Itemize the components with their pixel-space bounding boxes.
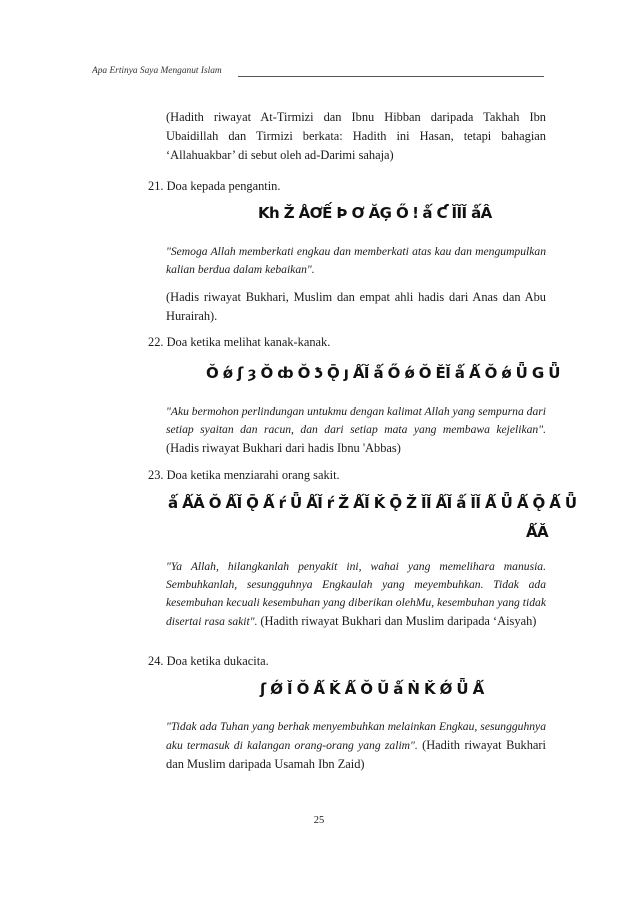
item-23-translation — [166, 558, 546, 631]
item-24-translation-text: "Tidak ada Tuhan yang berhak menyembuhkan melainkan Engkau, sesungguhnya aku termasuk di kalangan orang-orang yang zalim". — [166, 720, 546, 752]
running-header — [92, 66, 544, 76]
item-21-translation: "Semoga Allah memberkati engkau dan memberkati atas kau dan mengumpulkan kalian berdua dalam kebaikan". — [166, 245, 546, 276]
item-22-translation-text: "Aku bermohon perlindungan untukmu dengan kalimat Allah yang sempurna dari setiap syaitan dan racun, dan dari setiap mata yang membawa kejelikan". — [166, 405, 546, 436]
item-24-translation — [166, 718, 546, 774]
item-24-heading: 24. Doa ketika dukacita. — [148, 654, 269, 668]
item-23-heading: 23. Doa ketika menziarahi orang sakit. — [148, 468, 340, 482]
item-23-arabic-line1: ǻ ǺǍ Ŏ ǺĬ Ǭ Ǻ ŕ Ǖ ǺĬ ŕ Ž ǺĬ Ǩ Ǭ Ž ĬĬ ǺĬ ǻ ĬĬ Ǻ Ǖ Ǻ Ǭ Ǻ Ǖ — [168, 494, 577, 512]
item-22-translation — [166, 403, 546, 458]
item-23-arabic-line2: ǺǍ — [526, 523, 549, 541]
header-title: Apa Ertinya Saya Menganut Islam — [92, 66, 222, 76]
item-22-heading: 22. Doa ketika melihat kanak-kanak. — [148, 335, 331, 349]
item-23-reference: (Hadith riwayat Bukhari dan Muslim daripada ‘Aisyah) — [260, 614, 537, 628]
item-21-arabic: Kh Ž ÅƠẾ Þ Ơ ĂĢ Ő ǃ ǻ Ƈ ĬĬĬ ǻÂ — [258, 204, 492, 222]
header-rule — [238, 76, 544, 77]
item-21-heading: 21. Doa kepada pengantin. — [148, 179, 281, 193]
intro-reference: (Hadith riwayat At-Tirmizi dan Ibnu Hibban daripada Takhah Ibn Ubaidillah dan Tirmizi berkata: Hadith ini Hasan, tetapi bahagian ‘Allahuakbar’ di sebut oleh ad-Darimi sahaja) — [166, 110, 546, 162]
item-22-reference: (Hadis riwayat Bukhari dari hadis Ibnu 'Abbas) — [166, 441, 401, 455]
page-number: 25 — [313, 815, 325, 826]
item-21-reference: (Hadis riwayat Bukhari, Muslim dan empat ahli hadis dari Anas dan Abu Hurairah). — [166, 290, 546, 323]
item-24-arabic: ʃ Ǿ Ĭ Ŏ Ǻ Ǩ Ǻ Ŏ Ŭ ǻ Ǹ Ǩ Ǿ Ǖ Ǻ — [260, 680, 484, 698]
item-22-arabic: Ŏ ǿ ʃ ȝ Ŏ ȸ Ŏ ƾ Ǭ ȷ ǺĬ ǻ Ő ǿ Ŏ ĔĬ ǻ Ǻ Ŏ ǿ Ǖ Ǥ Ǖ — [206, 364, 560, 382]
item-24-reference: (Hadith riwayat Bukhari dan Muslim daripada Usamah Ibn Zaid) — [166, 738, 546, 771]
item-23-translation-text: "Ya Allah, hilangkanlah penyakit ini, wahai yang memelihara manusia. Sembuhkanlah, sesungguhnya Engkaulah yang meyembuhkan. Tidak ada kesembuhan kecuali kesembuhan yang diberikan olehMu, kesembuhan yang tidak disertai rasa sakit". — [166, 560, 546, 628]
